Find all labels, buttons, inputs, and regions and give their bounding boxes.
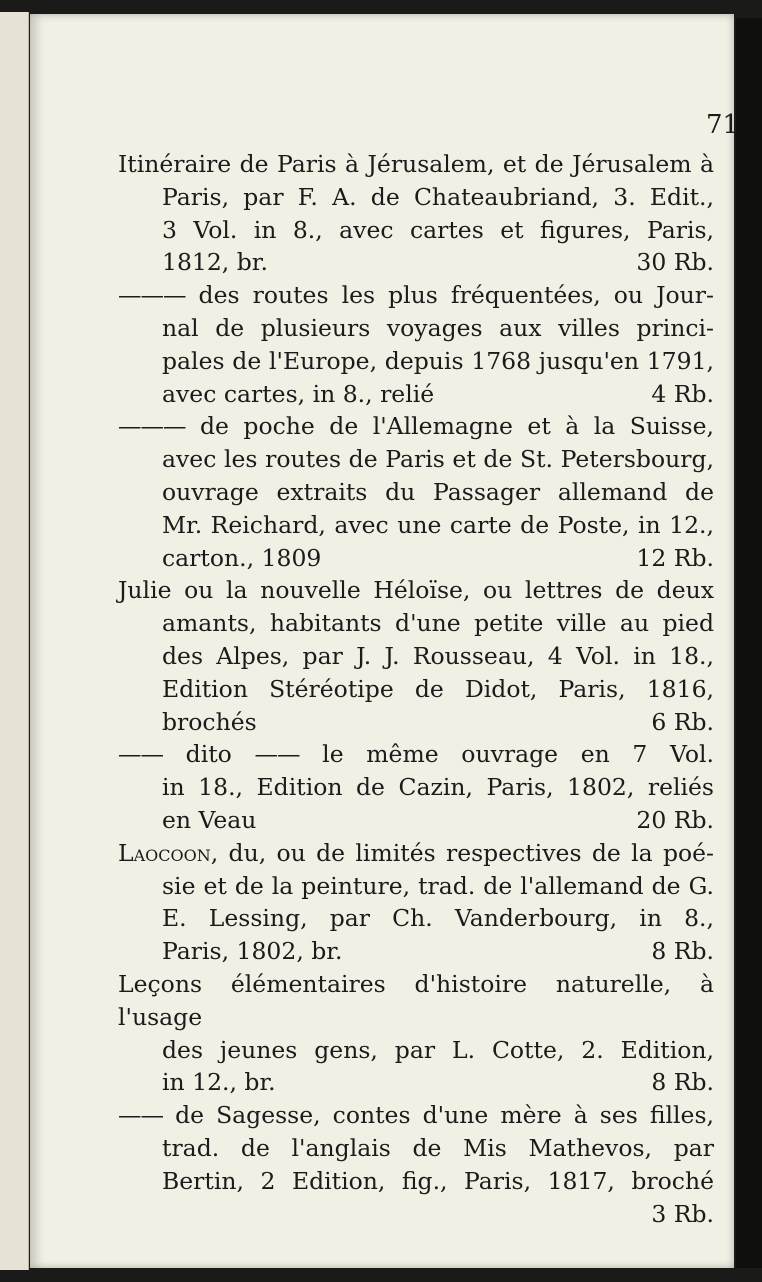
entry-last-line (118, 706, 714, 739)
entry-line: amants, habitants d'une petite ville au pied (162, 609, 714, 638)
scan-background (736, 18, 762, 1268)
entry-line: Julie ou la nouvelle Héloïse, ou lettres de deux (118, 576, 714, 605)
entry-line: des jeunes gens, par L. Cotte, 2. Edition, (162, 1035, 714, 1064)
catalog-entry (118, 738, 714, 836)
entry-line: Itinéraire de Paris à Jérusalem, et de Jérusalem à (118, 150, 714, 178)
entry-text: avec cartes, in 8., relié (162, 379, 435, 408)
entry-line: Bertin, 2 Edition, fig., Paris, 1817, broché (162, 1166, 714, 1195)
entry-price: 8 Rb. (651, 937, 714, 966)
entry-text: in 12., br. (162, 1068, 276, 1097)
ditto-word: dito (185, 740, 232, 769)
entry-line: E. Lessing, par Ch. Vanderbourg, in 8., (162, 904, 714, 933)
entry-last-line (118, 935, 714, 968)
catalog-entry (118, 279, 714, 410)
entry-heading-word: Laocoon (118, 838, 211, 867)
entry-line: Paris, par F. A. de Chateaubriand, 3. Edit., (162, 182, 714, 211)
previous-page-edge (0, 12, 29, 1270)
entry-line: Mr. Reichard, avec une carte de Poste, in 12., (162, 510, 714, 539)
entry-last-line (118, 378, 714, 411)
entry-price: 20 Rb. (636, 805, 714, 834)
ditto-dash: —— (118, 1101, 163, 1130)
entry-last-line (118, 804, 714, 837)
entry-text: carton., 1809 (162, 543, 322, 572)
entry-price: 30 Rb. (636, 248, 714, 277)
entry-line (118, 738, 714, 771)
entry-line (118, 837, 714, 870)
entry-line: sie et de la peinture, trad. de l'allemand de G. (162, 871, 714, 900)
catalog-entry (118, 148, 714, 279)
entry-line: trad. de l'anglais de Mis Mathevos, par (162, 1133, 714, 1162)
catalog-list (118, 148, 714, 1230)
entry-text: Paris, 1802, br. (162, 937, 343, 966)
ditto-dash: —— (254, 740, 300, 769)
ditto-dash: ——— (118, 281, 186, 310)
entry-last-line (118, 1066, 714, 1099)
entry-line (118, 279, 714, 312)
catalog-entry (118, 837, 714, 968)
entry-line-text: des routes les plus fréquentées, ou Jour- (198, 281, 714, 310)
entry-line (118, 1099, 714, 1132)
entry-last-line (118, 1198, 714, 1231)
entry-line: ouvrage extraits du Passager allemand de (162, 477, 714, 506)
catalog-entry (118, 968, 714, 1099)
entry-line: in 18., Edition de Cazin, Paris, 1802, reliés (162, 773, 714, 802)
entry-text: en Veau (162, 805, 257, 834)
entry-line (118, 410, 714, 443)
catalog-entry (118, 410, 714, 574)
entry-line: nal de plusieurs voyages aux villes princi- (162, 313, 714, 342)
ditto-dash: —— (118, 740, 163, 769)
entry-price: 12 Rb. (636, 543, 714, 572)
entry-price: 4 Rb. (651, 379, 714, 408)
catalog-entry (118, 1099, 714, 1230)
ditto-dash: ——— (118, 412, 186, 441)
entry-line-text: de poche de l'Allemagne et à la Suisse, (199, 412, 714, 441)
entry-line: des Alpes, par J. J. Rousseau, 4 Vol. in 18., (162, 641, 714, 670)
entry-text: brochés (162, 707, 257, 736)
page-number: 71 (706, 110, 740, 140)
entry-line-text: de Sagesse, contes d'une mère à ses filles, (175, 1101, 714, 1130)
entry-line: pales de l'Europe, depuis 1768 jusqu'en 1791, (162, 346, 714, 375)
entry-price: 3 Rb. (651, 1199, 714, 1228)
entry-last-line (118, 246, 714, 279)
entry-line: Leçons élémentaires d'histoire naturelle, à l'usage (118, 969, 714, 1031)
entry-line: 3 Vol. in 8., avec cartes et figures, Paris, (162, 215, 714, 244)
entry-line: avec les routes de Paris et de St. Petersbourg, (162, 445, 714, 474)
entry-price: 8 Rb. (651, 1068, 714, 1097)
entry-line: Edition Stéréotipe de Didot, Paris, 1816, (162, 674, 714, 703)
entry-text: 1812, br. (162, 248, 268, 277)
entry-price: 6 Rb. (651, 707, 714, 736)
catalog-entry (118, 574, 714, 738)
entry-line-text: le même ouvrage en 7 Vol. (322, 740, 714, 769)
entry-last-line (118, 542, 714, 575)
entry-line-text: , du, ou de limités respectives de la poé- (210, 838, 714, 867)
